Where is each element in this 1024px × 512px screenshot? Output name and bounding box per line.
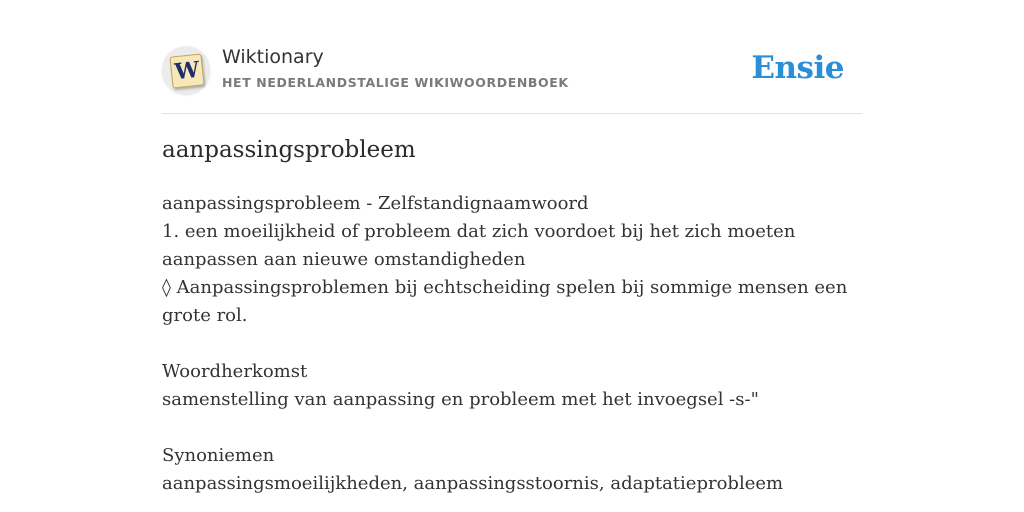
spacer	[162, 330, 862, 358]
entry-headline: aanpassingsprobleem - Zelfstandignaamwoord	[162, 193, 589, 214]
etymology-text: samenstelling van aanpassing en probleem met het invoegsel -s-"	[162, 389, 759, 410]
header-divider	[162, 113, 862, 114]
synonyms-text: aanpassingsmoeilijkheden, aanpassingsstoornis, adaptatieprobleem	[162, 473, 784, 494]
site-name[interactable]: Wiktionary	[222, 46, 324, 68]
entry-example: ◊ Aanpassingsproblemen bij echtscheiding spelen bij sommige mensen een grote rol.	[162, 277, 848, 326]
page-title: aanpassingsprobleem	[162, 137, 416, 163]
wiktionary-logo[interactable]	[162, 46, 210, 94]
etymology-heading: Woordherkomst	[162, 361, 308, 382]
spacer	[162, 414, 862, 442]
site-tagline: HET NEDERLANDSTALIGE WIKIWOORDENBOEK	[222, 75, 569, 90]
entry-definition: 1. een moeilijkheid of probleem dat zich voordoet bij het zich moeten aanpassen aan nieuwe omstandigheden	[162, 221, 796, 270]
wiktionary-logo-icon: W	[169, 53, 204, 88]
ensie-brand-logo[interactable]: Ensie	[751, 50, 844, 86]
entry-content	[162, 190, 862, 498]
site-header	[162, 46, 862, 114]
synonyms-heading: Synoniemen	[162, 445, 275, 466]
